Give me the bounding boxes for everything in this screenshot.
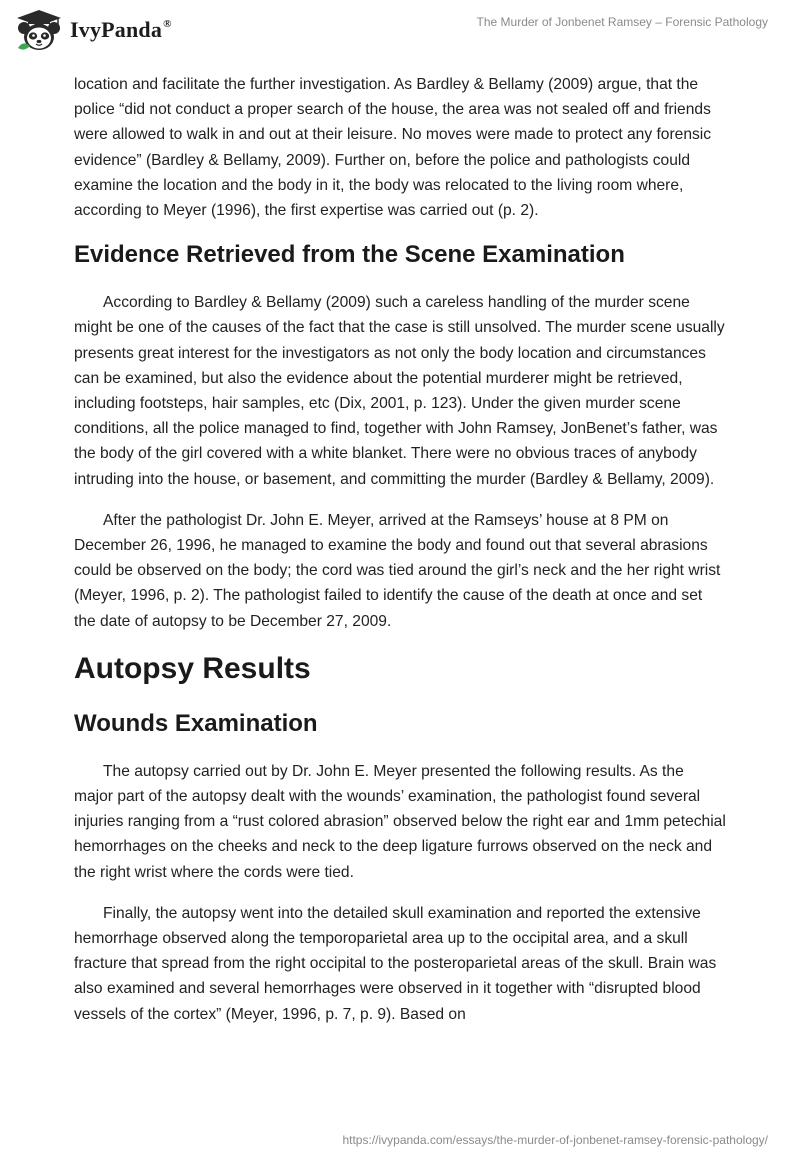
evidence-heading: Evidence Retrieved from the Scene Examination <box>74 241 625 269</box>
ivypanda-logo[interactable] <box>14 8 172 52</box>
page-header <box>0 0 800 60</box>
article-body <box>74 72 726 1043</box>
logo-text <box>70 17 172 43</box>
registered-mark: ® <box>163 18 172 30</box>
evidence-paragraph-2: After the pathologist Dr. John E. Meyer, arrived at the Ramseys’ house at 8 PM on December 26, 1996, he managed to examine the body and found out that several abrasions could be observed on the body; the cord was tied around the girl’s neck and the her right wrist (Meyer, 1996, p. 2). The pathologist failed to identify the cause of the death at once and set the date of autopsy to be December 27, 2009. <box>74 511 721 630</box>
wounds-heading: Wounds Examination <box>74 709 318 737</box>
wounds-paragraph-1: The autopsy carried out by Dr. John E. Meyer presented the following results. As the major part of the autopsy dealt with the wounds’ examination, the pathologist found several injuries ranging from a “rust colored abrasion” observed below the right ear and 1mm petechial hemorrhages on the cheeks and neck to the deep ligature furrows observed on the neck and the right wrist where the cords were tied. <box>74 762 726 881</box>
intro-paragraph: location and facilitate the further investigation. As Bardley & Bellamy (2009) argue, that the police “did not conduct a proper search of the house, the area was not sealed off and friends were allowed to walk in and out at their leisure. No moves were made to protect any forensic evidence” (Bardley & Bellamy, 2009). Further on, before the police and pathologists could examine the location and the body in it, the body was relocated to the living room where, according to Meyer (1996), the first expertise was carried out (p. 2). <box>74 76 712 220</box>
document-title: The Murder of Jonbenet Ramsey – Forensic Pathology <box>476 15 768 29</box>
panda-graduate-icon <box>14 8 64 52</box>
evidence-paragraph-1: According to Bardley & Bellamy (2009) such a careless handling of the murder scene might be one of the causes of the fact that the case is still unsolved. The murder scene usually presents great interest for the investigators as not only the body location and circumstances can be examined, but also the evidence about the potential murderer might be retrieved, including footsteps, hair samples, etc (Dix, 2001, p. 123). Under the given murder scene conditions, all the police managed to find, together with John Ramsey, JonBenet’s father, was the body of the girl covered with a white blanket. There were no obvious traces of anybody intruding into the house, or basement, and committing the murder (Bardley & Bellamy, 2009). <box>74 294 725 488</box>
wounds-paragraph-2: Finally, the autopsy went into the detailed skull examination and reported the extensive hemorrhage observed along the temporoparietal area up to the occipital area, and a skull fracture that spread from the right occipital to the posteroparietal areas of the skull. Brain was also examined and several hemorrhages were observed in it together with “disrupted blood vessels of the cortex” (Meyer, 1996, p. 7, p. 9). Based on <box>74 904 717 1023</box>
source-url[interactable]: https://ivypanda.com/essays/the-murder-of-jonbenet-ramsey-forensic-pathology/ <box>342 1133 768 1147</box>
autopsy-heading: Autopsy Results <box>74 651 311 685</box>
logo-name: IvyPanda <box>70 17 163 42</box>
